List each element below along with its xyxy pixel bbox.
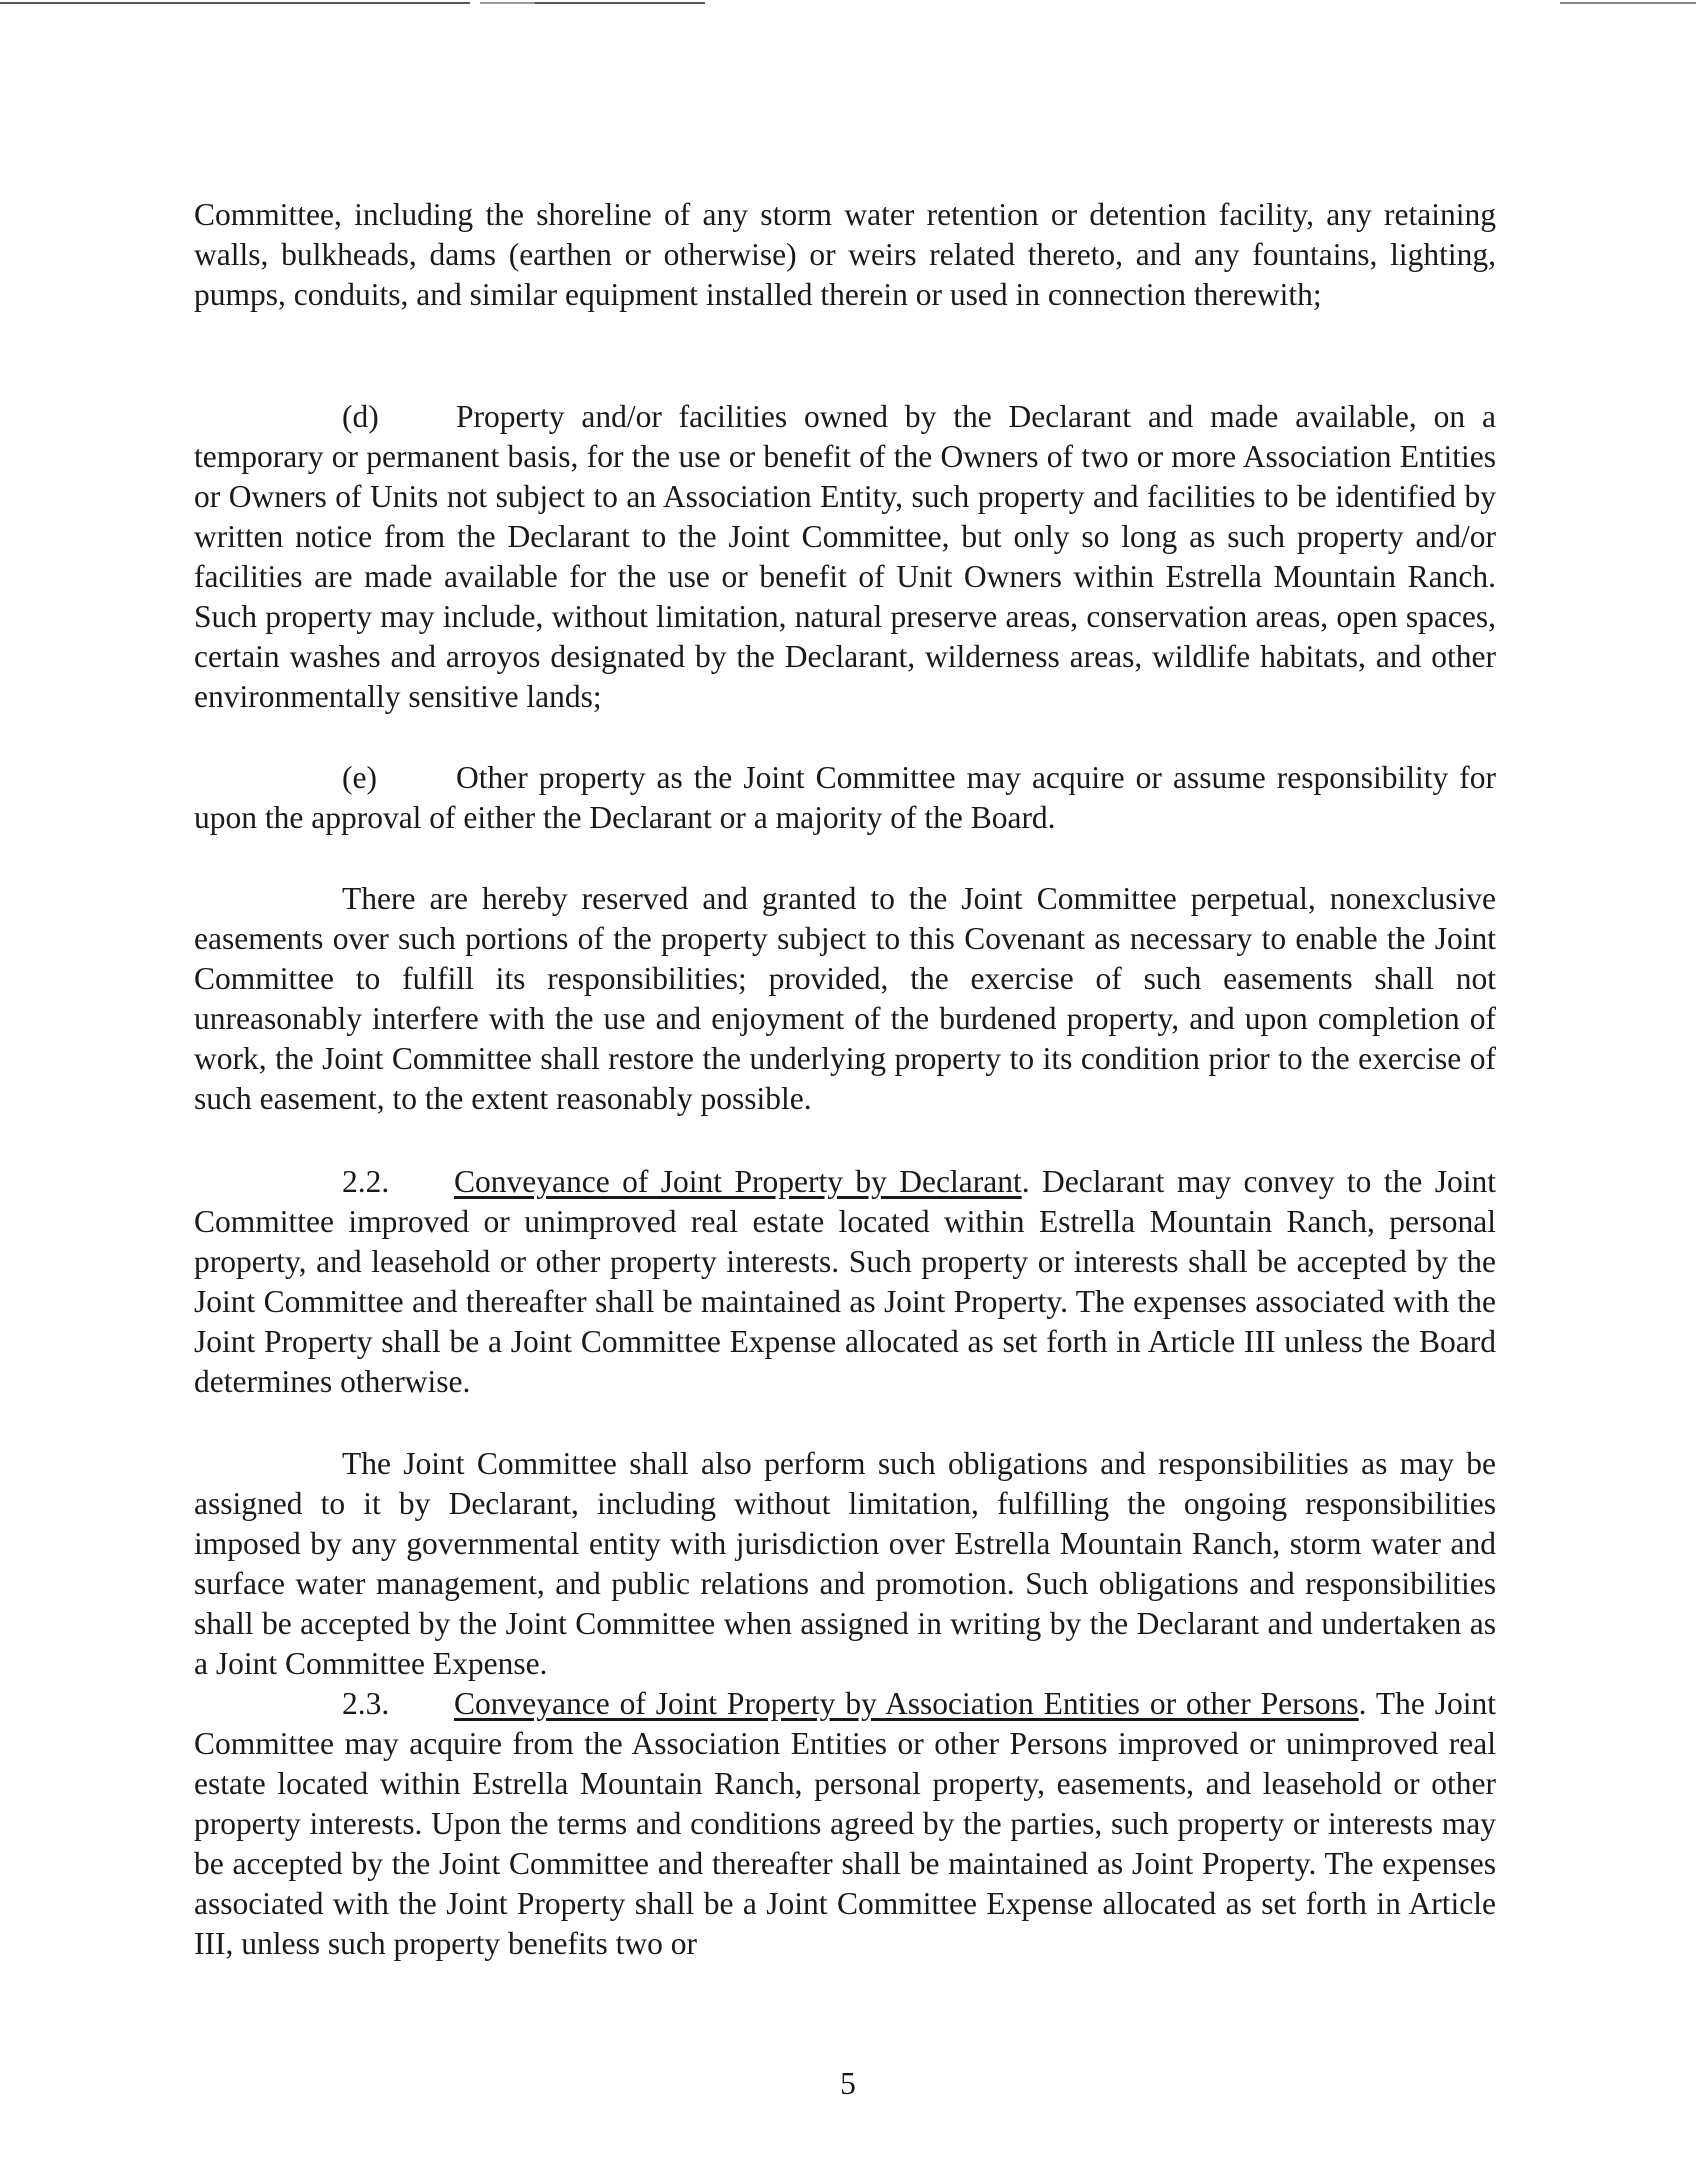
item-e-paragraph [194, 758, 1496, 838]
item-d-paragraph [194, 397, 1496, 717]
continuation-paragraph: Committee, including the shoreline of any storm water retention or detention facility, any retaining walls, bulkheads, dams (earthen or otherwise) or weirs related thereto, and any fountains, lighting, pumps, conduits, and similar equipment installed therein or used in connection therewith; [194, 197, 1496, 312]
section-2-2-heading-end: . [1021, 1164, 1030, 1199]
page-number: 5 [840, 2066, 856, 2101]
section-2-2-number: 2.2. [342, 1164, 390, 1199]
section-2-3-paragraph [194, 1684, 1496, 1964]
section-2-3-number: 2.3. [342, 1686, 390, 1721]
item-e-label: (e) [342, 760, 377, 795]
section-2-2-text: Declarant may convey to the Joint Committee improved or unimproved real estate located within Estrella Mountain Ranch, personal property, and leasehold or other property interests. Such property or interests shall be accepted by the Joint Committee and thereafter shall be maintained as Joint Property. The expenses associated with the Joint Property shall be a Joint Committee Expense allocated as set forth in Article III unless the Board determines otherwise. [194, 1164, 1497, 1399]
section-2-3-heading: Conveyance of Joint Property by Association Entities or other Persons [454, 1686, 1359, 1721]
scan-artifact-line [1560, 2, 1696, 4]
section-2-2-paragraph [194, 1162, 1496, 1402]
section-2-3-heading-end: . [1358, 1686, 1367, 1721]
scan-artifact-line [0, 2, 470, 4]
scan-artifact-line [535, 2, 705, 4]
section-2-2-heading: Conveyance of Joint Property by Declarant [454, 1164, 1022, 1199]
item-d-text: Property and/or facilities owned by the Declarant and made available, on a temporary or permanent basis, for the use or benefit of the Owners of two or more Association Entities or Owners of Units not subject to an Association Entity, such property and facilities to be identified by written notice from the Declarant to the Joint Committee, but only so long as such property and/or facilities are made available for the use or benefit of Unit Owners within Estrella Mountain Ranch. Such property may include, without limitation, natural preserve areas, conservation areas, open spaces, certain washes and arroyos designated by the Declarant, wilderness areas, wildlife habitats, and other environmentally sensitive lands; [194, 399, 1496, 714]
obligations-paragraph: The Joint Committee shall also perform such obligations and responsibilities as may be assigned to it by Declarant, including without limitation, fulfilling the ongoing responsibilities imposed by any governmental entity with jurisdiction over Estrella Mountain Ranch, storm water and surface water management, and public relations and promotion. Such obligations and responsibilities shall be accepted by the Joint Committee when assigned in writing by the Declarant and undertaken as a Joint Committee Expense. [194, 1446, 1496, 1681]
section-2-3-text: The Joint Committee may acquire from the Association Entities or other Persons improved or unimproved real estate located within Estrella Mountain Ranch, personal property, easements, and leasehold or other property interests. Upon the terms and conditions agreed by the parties, such property or interests may be accepted by the Joint Committee and thereafter shall be maintained as Joint Property. The expenses associated with the Joint Property shall be a Joint Committee Expense allocated as set forth in Article III, unless such property benefits two or [194, 1686, 1496, 1961]
item-e-text: Other property as the Joint Committee may acquire or assume responsibility for upon the approval of either the Declarant or a majority of the Board. [194, 760, 1496, 835]
item-d-label: (d) [342, 399, 379, 434]
easements-paragraph: There are hereby reserved and granted to the Joint Committee perpetual, nonexclusive easements over such portions of the property subject to this Covenant as necessary to enable the Joint Committee to fulfill its responsibilities; provided, the exercise of such easements shall not unreasonably interfere with the use and enjoyment of the burdened property, and upon completion of work, the Joint Committee shall restore the underlying property to its condition prior to the exercise of such easement, to the extent reasonably possible. [194, 881, 1496, 1116]
